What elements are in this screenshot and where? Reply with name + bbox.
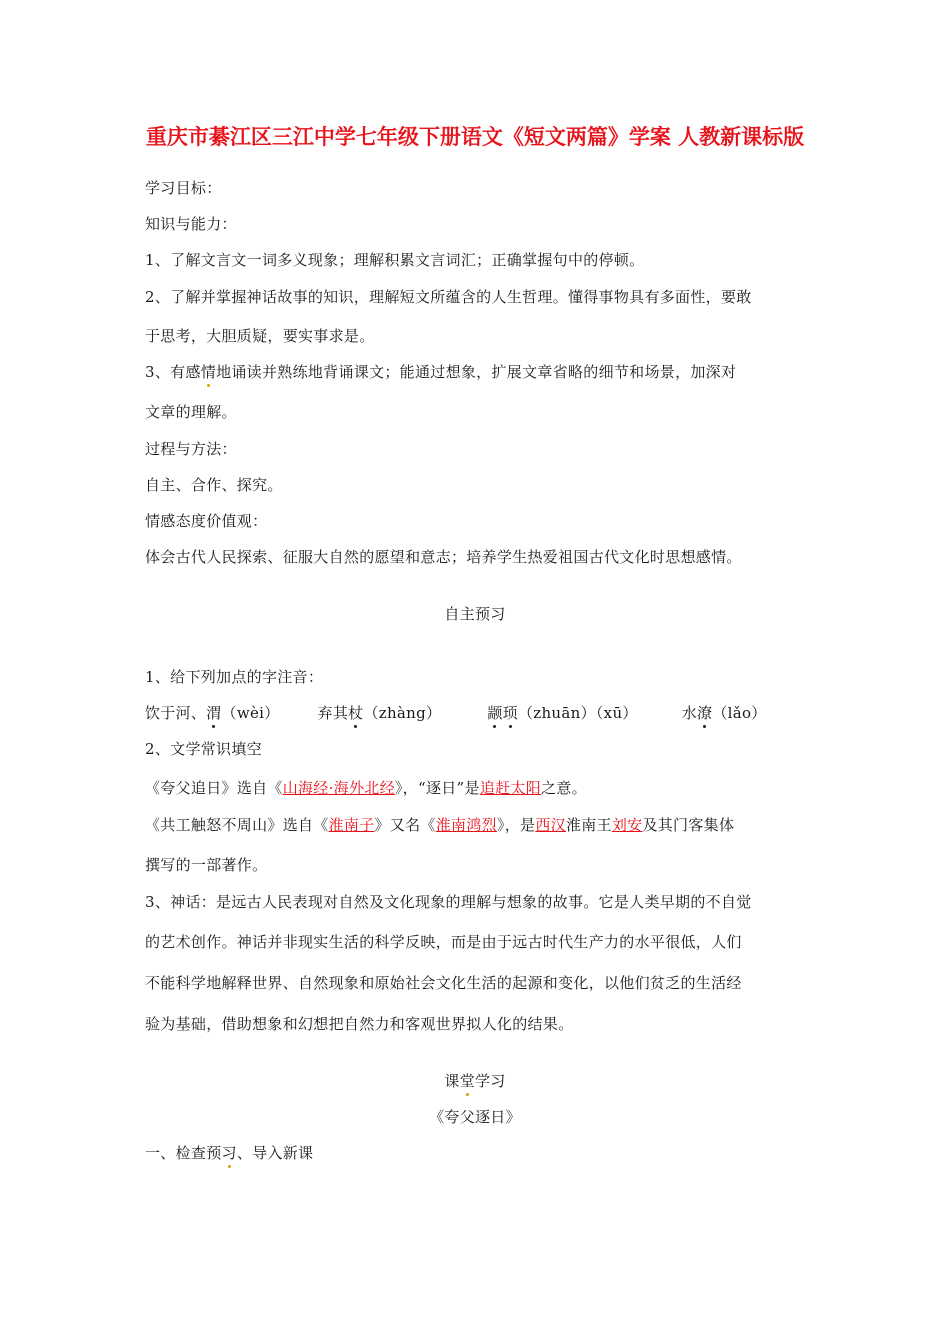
myth-line-3: 不能科学地解释世界、自然现象和原始社会文化生活的起源和变化，以他们贫乏的生活经 — [145, 974, 742, 992]
literature-line-3: 撰写的一部著作。 — [145, 856, 268, 874]
pinyin-row — [145, 703, 767, 723]
knowledge-item-2-line-2: 于思考，大胆质疑，要实事求是。 — [145, 327, 375, 345]
text-span: 水 — [681, 704, 698, 722]
knowledge-item-3-line-2: 文章的理解。 — [145, 403, 237, 421]
objectives-heading: 学习目标： — [145, 179, 222, 197]
knowledge-heading: 知识与能力： — [145, 215, 237, 233]
pinyin-text: （zhuān）（xū） — [517, 704, 638, 722]
process-heading: 过程与方法： — [145, 440, 237, 458]
text-span: 、导入新课 — [236, 1144, 314, 1162]
text-span: 《夸父追日》选自《 — [145, 779, 283, 797]
knowledge-item-3-line-1 — [145, 362, 736, 382]
classroom-heading — [0, 1071, 950, 1091]
myth-line-2: 的艺术创作。神话并非现实生活的科学反映，而是由于远古时代生产力的水平很低，人们 — [145, 933, 742, 951]
process-text: 自主、合作、探究。 — [145, 476, 283, 494]
emphasis-dot-char: 顼 — [502, 704, 518, 722]
answer-person: 刘安 — [611, 816, 643, 834]
answer-source: 山海经·海外北经 — [282, 779, 395, 797]
emphasis-dot-char: 堂 — [459, 1072, 475, 1090]
text-span: 课 — [444, 1072, 460, 1090]
pinyin-text: （zhàng） — [363, 704, 442, 722]
answer-dynasty: 西汉 — [535, 816, 566, 834]
myth-line-1: 3、神话：是远古人民表现对自然及文化现象的理解与想象的故事。它是人类早期的不自觉 — [145, 893, 752, 911]
pinyin-text: （lǎo） — [712, 704, 767, 722]
preview-item-1: 1、给下列加点的字注音： — [145, 668, 324, 686]
attitude-heading: 情感态度价值观： — [145, 512, 268, 530]
answer-meaning: 追赶太阳 — [479, 779, 542, 797]
text-span: 饮于河、 — [145, 704, 207, 722]
text-span: 之意。 — [541, 779, 587, 797]
document-title: 重庆市綦江区三江中学七年级下册语文《短文两篇》学案 人教新课标版 — [145, 125, 805, 149]
knowledge-item-2-line-1: 2、了解并掌握神话故事的知识，理解短文所蕴含的人生哲理。懂得事物具有多面性，要敢 — [145, 288, 752, 306]
attitude-text: 体会古代人民探索、征服大自然的愿望和意志；培养学生热爱祖国古代文化时思想感情。 — [145, 548, 742, 566]
text-span: 3、有感 — [145, 363, 201, 381]
literature-line-2 — [145, 815, 734, 835]
emphasis-dot-char: 潦 — [697, 704, 713, 722]
text-span: 地诵读并熟练地背诵课文；能通过想象，扩展文章省略的细节和场景，加深对 — [216, 363, 737, 381]
emphasis-dot-char: 情 — [200, 363, 217, 381]
emphasis-dot-char: 杖 — [348, 704, 364, 722]
text-span: 及其门客集体 — [642, 816, 735, 834]
text-span: 一、检查预 — [145, 1144, 222, 1162]
myth-line-4: 验为基础，借助想象和幻想把自然力和客观世界拟人化的结果。 — [145, 1015, 574, 1033]
emphasis-dot-char: 渭 — [206, 704, 222, 722]
text-span: 》又名《 — [374, 816, 436, 834]
answer-alt-name: 淮南鸿烈 — [435, 816, 497, 834]
text-span: 淮南王 — [565, 816, 612, 834]
pinyin-text: （wèi） — [221, 704, 280, 722]
preview-heading: 自主预习 — [444, 605, 506, 623]
text-span: 》，“逐日”是 — [394, 779, 480, 797]
step-1 — [145, 1143, 313, 1163]
answer-book: 淮南子 — [328, 816, 375, 834]
text-span: 学习 — [475, 1072, 506, 1090]
literature-line-1 — [145, 778, 587, 798]
article-title: 《夸父逐日》 — [429, 1108, 521, 1126]
emphasis-dot-char: 习 — [221, 1144, 237, 1162]
emphasis-dot-char: 颛 — [487, 704, 503, 722]
text-span: 《共工触怒不周山》选自《 — [145, 816, 329, 834]
knowledge-item-1: 1、了解文言文一词多义现象；理解积累文言词汇；正确掌握句中的停顿。 — [145, 251, 645, 269]
preview-item-2: 2、文学常识填空 — [145, 740, 262, 758]
text-span: 弃其 — [317, 704, 349, 722]
text-span: 》，是 — [496, 816, 536, 834]
